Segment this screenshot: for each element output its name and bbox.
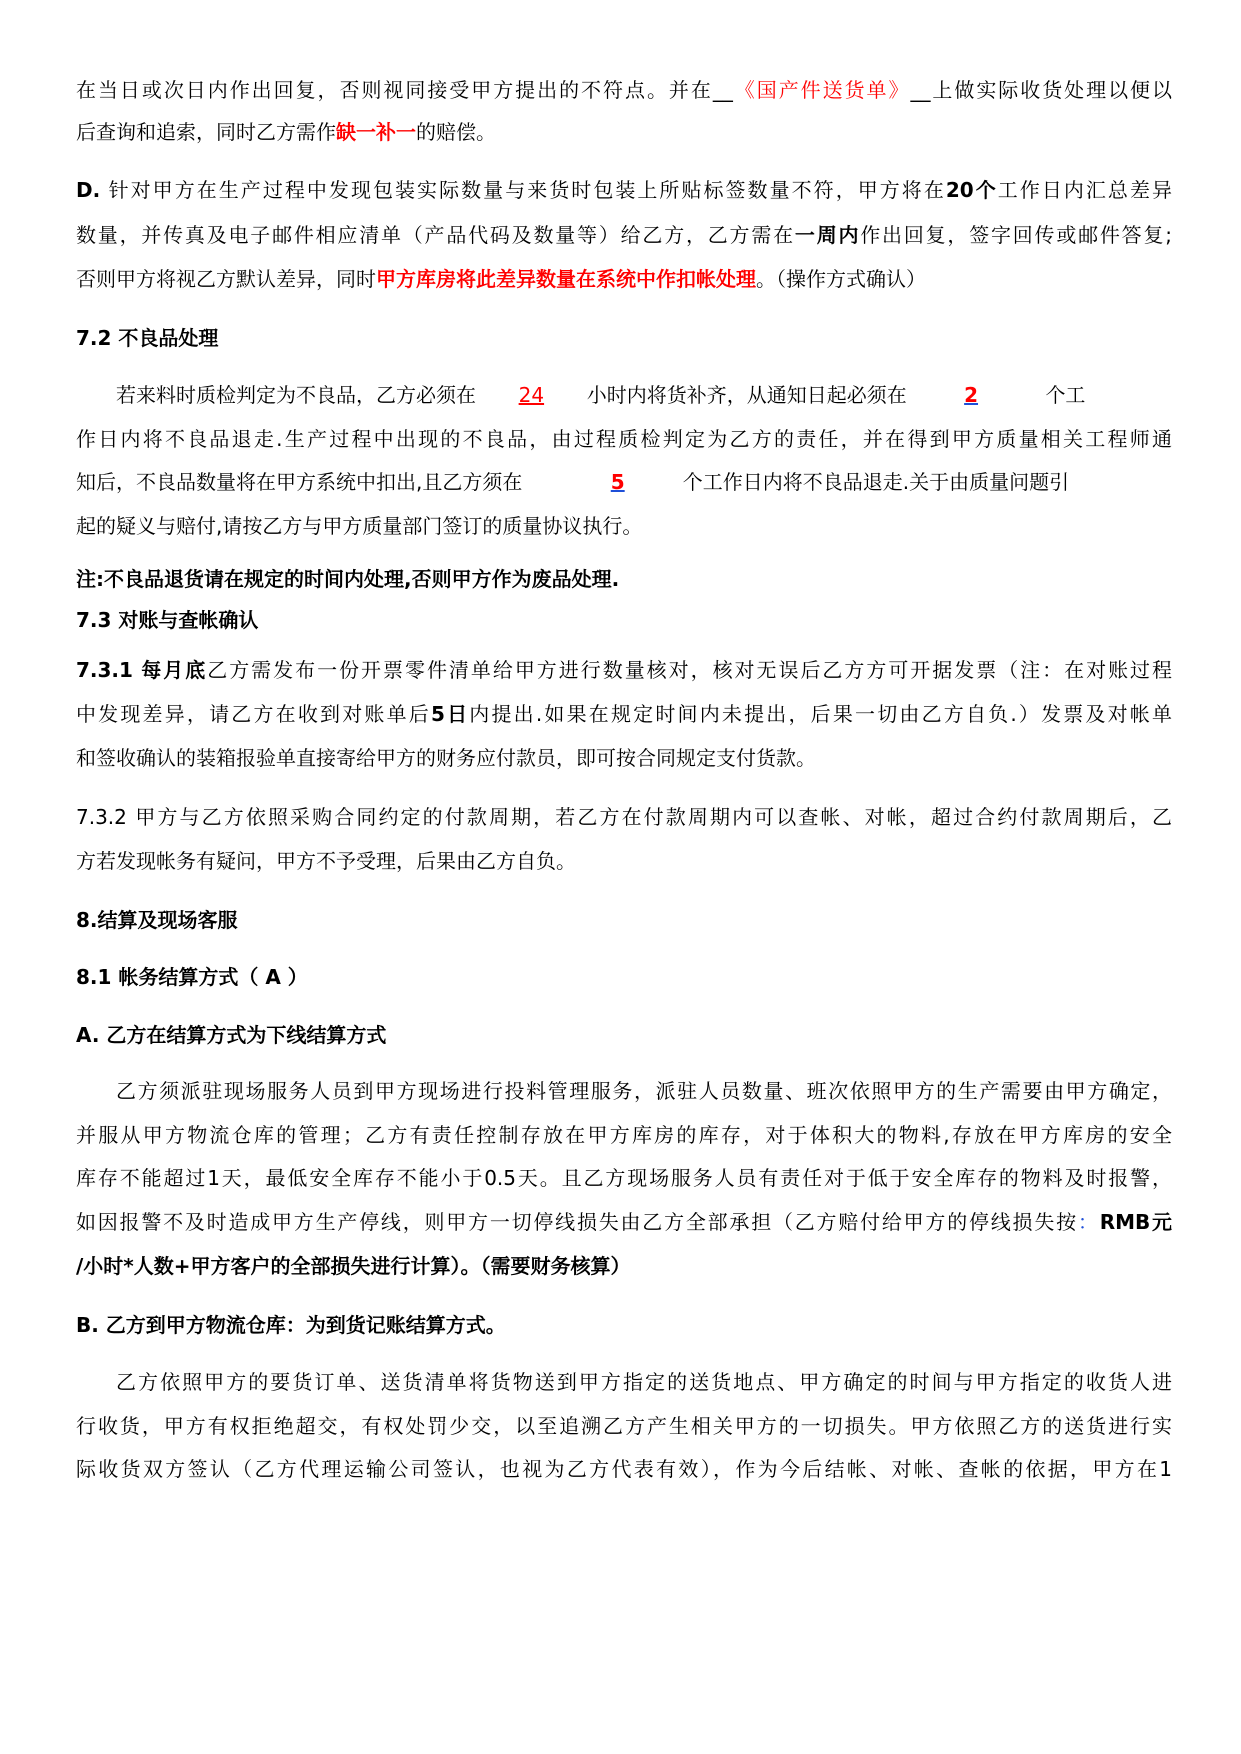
- text: 否则甲方将视乙方默认差异，同时: [76, 267, 376, 291]
- text: 上做实际收货处理以便以: [930, 78, 1172, 102]
- days-count: 20个: [945, 178, 998, 202]
- fill-hours: 24: [518, 383, 545, 407]
- defect-note: 注:不良品退货请在规定的时间内处理,否则甲方作为废品处理.: [76, 567, 620, 591]
- month-end: 每月底: [141, 658, 208, 682]
- para-7-2-line-1: [76, 381, 1172, 409]
- para-c-line-2: [76, 118, 1172, 146]
- method-a-line-1: 乙方须派驻现场服务人员到甲方现场进行投料管理服务，派驻人员数量、班次依照甲方的生产需要由甲方确定，: [116, 1079, 1172, 1103]
- deduction-rule: 甲方库房将此差异数量在系统中作扣帐处理: [376, 267, 756, 291]
- text: 个工: [1045, 383, 1086, 407]
- text: 的赔偿。: [416, 120, 496, 144]
- text: 工作日内汇总差异: [997, 178, 1172, 202]
- text: 若来料时质检判定为不良品，乙方必须在: [116, 383, 476, 407]
- text: 内提出.如果在规定时间内未提出，后果一切由乙方自负.）发票及对帐单: [469, 702, 1172, 726]
- blank: __: [712, 78, 733, 102]
- para-7-3-2-line-1: 7.3.2 甲方与乙方依照采购合同约定的付款周期，若乙方在付款周期内可以查帐、对帐，超过合约付款周期后，乙: [76, 805, 1172, 829]
- text: 针对甲方在生产过程中发现包装实际数量与来货时包装上所贴标签数量不符，甲方将在: [100, 178, 946, 202]
- colon: ：: [1077, 1210, 1100, 1234]
- compensation-term: 缺一补一: [336, 120, 416, 144]
- text: 乙方需发布一份开票零件清单给甲方进行数量核对，核对无误后乙方方可开据发票（注：在对账过程: [207, 658, 1172, 682]
- rmb-unit: RMB元: [1099, 1210, 1172, 1234]
- para-7-2-line-2: 作日内将不良品退走.生产过程中出现的不良品，由过程质检判定为乙方的责任，并在得到甲方质量相关工程师通: [76, 427, 1172, 451]
- para-7-3-1-line-1: [76, 656, 1172, 684]
- reply-deadline: 一周内: [794, 223, 861, 247]
- text: 作出回复，签字回传或邮件答复;: [860, 223, 1172, 247]
- para-7-2-line-4: 起的疑义与赔付,请按乙方与甲方质量部门签订的质量协议执行。: [76, 514, 643, 538]
- method-b-heading: B. 乙方到甲方物流仓库：为到货记账结算方式。: [76, 1313, 506, 1337]
- item-label: D.: [76, 178, 101, 202]
- method-a-line-3: 库存不能超过1天，最低安全库存不能小于0.5天。且乙方现场服务人员有责任对于低于安全库存的物料及时报警，: [76, 1166, 1172, 1190]
- section-heading-8-1: 8.1 帐务结算方式（ A ）: [76, 965, 308, 989]
- para-d-line-1: [76, 176, 1172, 204]
- blank: __: [910, 78, 931, 102]
- text: 小时内将货补齐，从通知日起必须在: [586, 383, 907, 407]
- method-b-line-2: 行收货，甲方有权拒绝超交，有权处罚少交，以至追溯乙方产生相关甲方的一切损失。甲方依照乙方的送货进行实: [76, 1414, 1172, 1438]
- section-heading-7-2: 7.2 不良品处理: [76, 326, 219, 350]
- para-d-line-3: [76, 265, 1172, 293]
- method-a-line-2: 并服从甲方物流仓库的管理；乙方有责任控制存放在甲方库房的库存，对于体积大的物料,存放在甲方库房的安全: [76, 1123, 1172, 1147]
- text: 知后，不良品数量将在甲方系统中扣出,且乙方须在: [76, 470, 523, 494]
- text: 在当日或次日内作出回复，否则视同接受甲方提出的不符点。并在: [76, 78, 713, 102]
- text: 如因报警不及时造成甲方生产停线，则甲方一切停线损失由乙方全部承担（乙方赔付给甲方的停线损失按: [76, 1210, 1078, 1234]
- text: 。（操作方式确认）: [756, 267, 926, 291]
- para-7-3-1-line-3: 和签收确认的装箱报验单直接寄给甲方的财务应付款员，即可按合同规定支付货款。: [76, 746, 816, 770]
- method-a-heading: A. 乙方在结算方式为下线结算方式: [76, 1023, 387, 1047]
- para-7-2-line-3: [76, 468, 1172, 496]
- para-d-line-2: [76, 221, 1172, 249]
- method-a-line-4: [76, 1208, 1172, 1236]
- clause-number: 7.3.1: [76, 658, 133, 682]
- method-b-line-1: 乙方依照甲方的要货订单、送货清单将货物送到甲方指定的送货地点、甲方确定的时间与甲方指定的收货人进: [116, 1370, 1172, 1394]
- return-days: 2: [964, 383, 979, 407]
- objection-days: 5日: [431, 702, 470, 726]
- defect-return-days: 5: [610, 470, 625, 494]
- para-7-3-2-line-2: 方若发现帐务有疑问，甲方不予受理，后果由乙方自负。: [76, 849, 576, 873]
- delivery-note-title: 《国产件送货单》: [732, 78, 911, 102]
- method-b-line-3: 际收货双方签认（乙方代理运输公司签认，也视为乙方代表有效），作为今后结帐、对帐、查帐的依据，甲方在1: [76, 1457, 1172, 1481]
- section-heading-8: 8.结算及现场客服: [76, 908, 238, 932]
- text: 个工作日内将不良品退走.关于由质量问题引: [682, 470, 1070, 494]
- text: 数量，并传真及电子邮件相应清单（产品代码及数量等）给乙方，乙方需在: [76, 223, 795, 247]
- para-7-3-1-line-2: [76, 700, 1172, 728]
- para-c-line-1: [76, 76, 1172, 104]
- method-a-line-5: /小时*人数+甲方客户的全部损失进行计算）。（需要财务核算）: [76, 1254, 631, 1278]
- text: 后查询和追索，同时乙方需作: [76, 120, 336, 144]
- section-heading-7-3: 7.3 对账与查帐确认: [76, 608, 259, 632]
- text: 中发现差异，请乙方在收到对账单后: [76, 702, 431, 726]
